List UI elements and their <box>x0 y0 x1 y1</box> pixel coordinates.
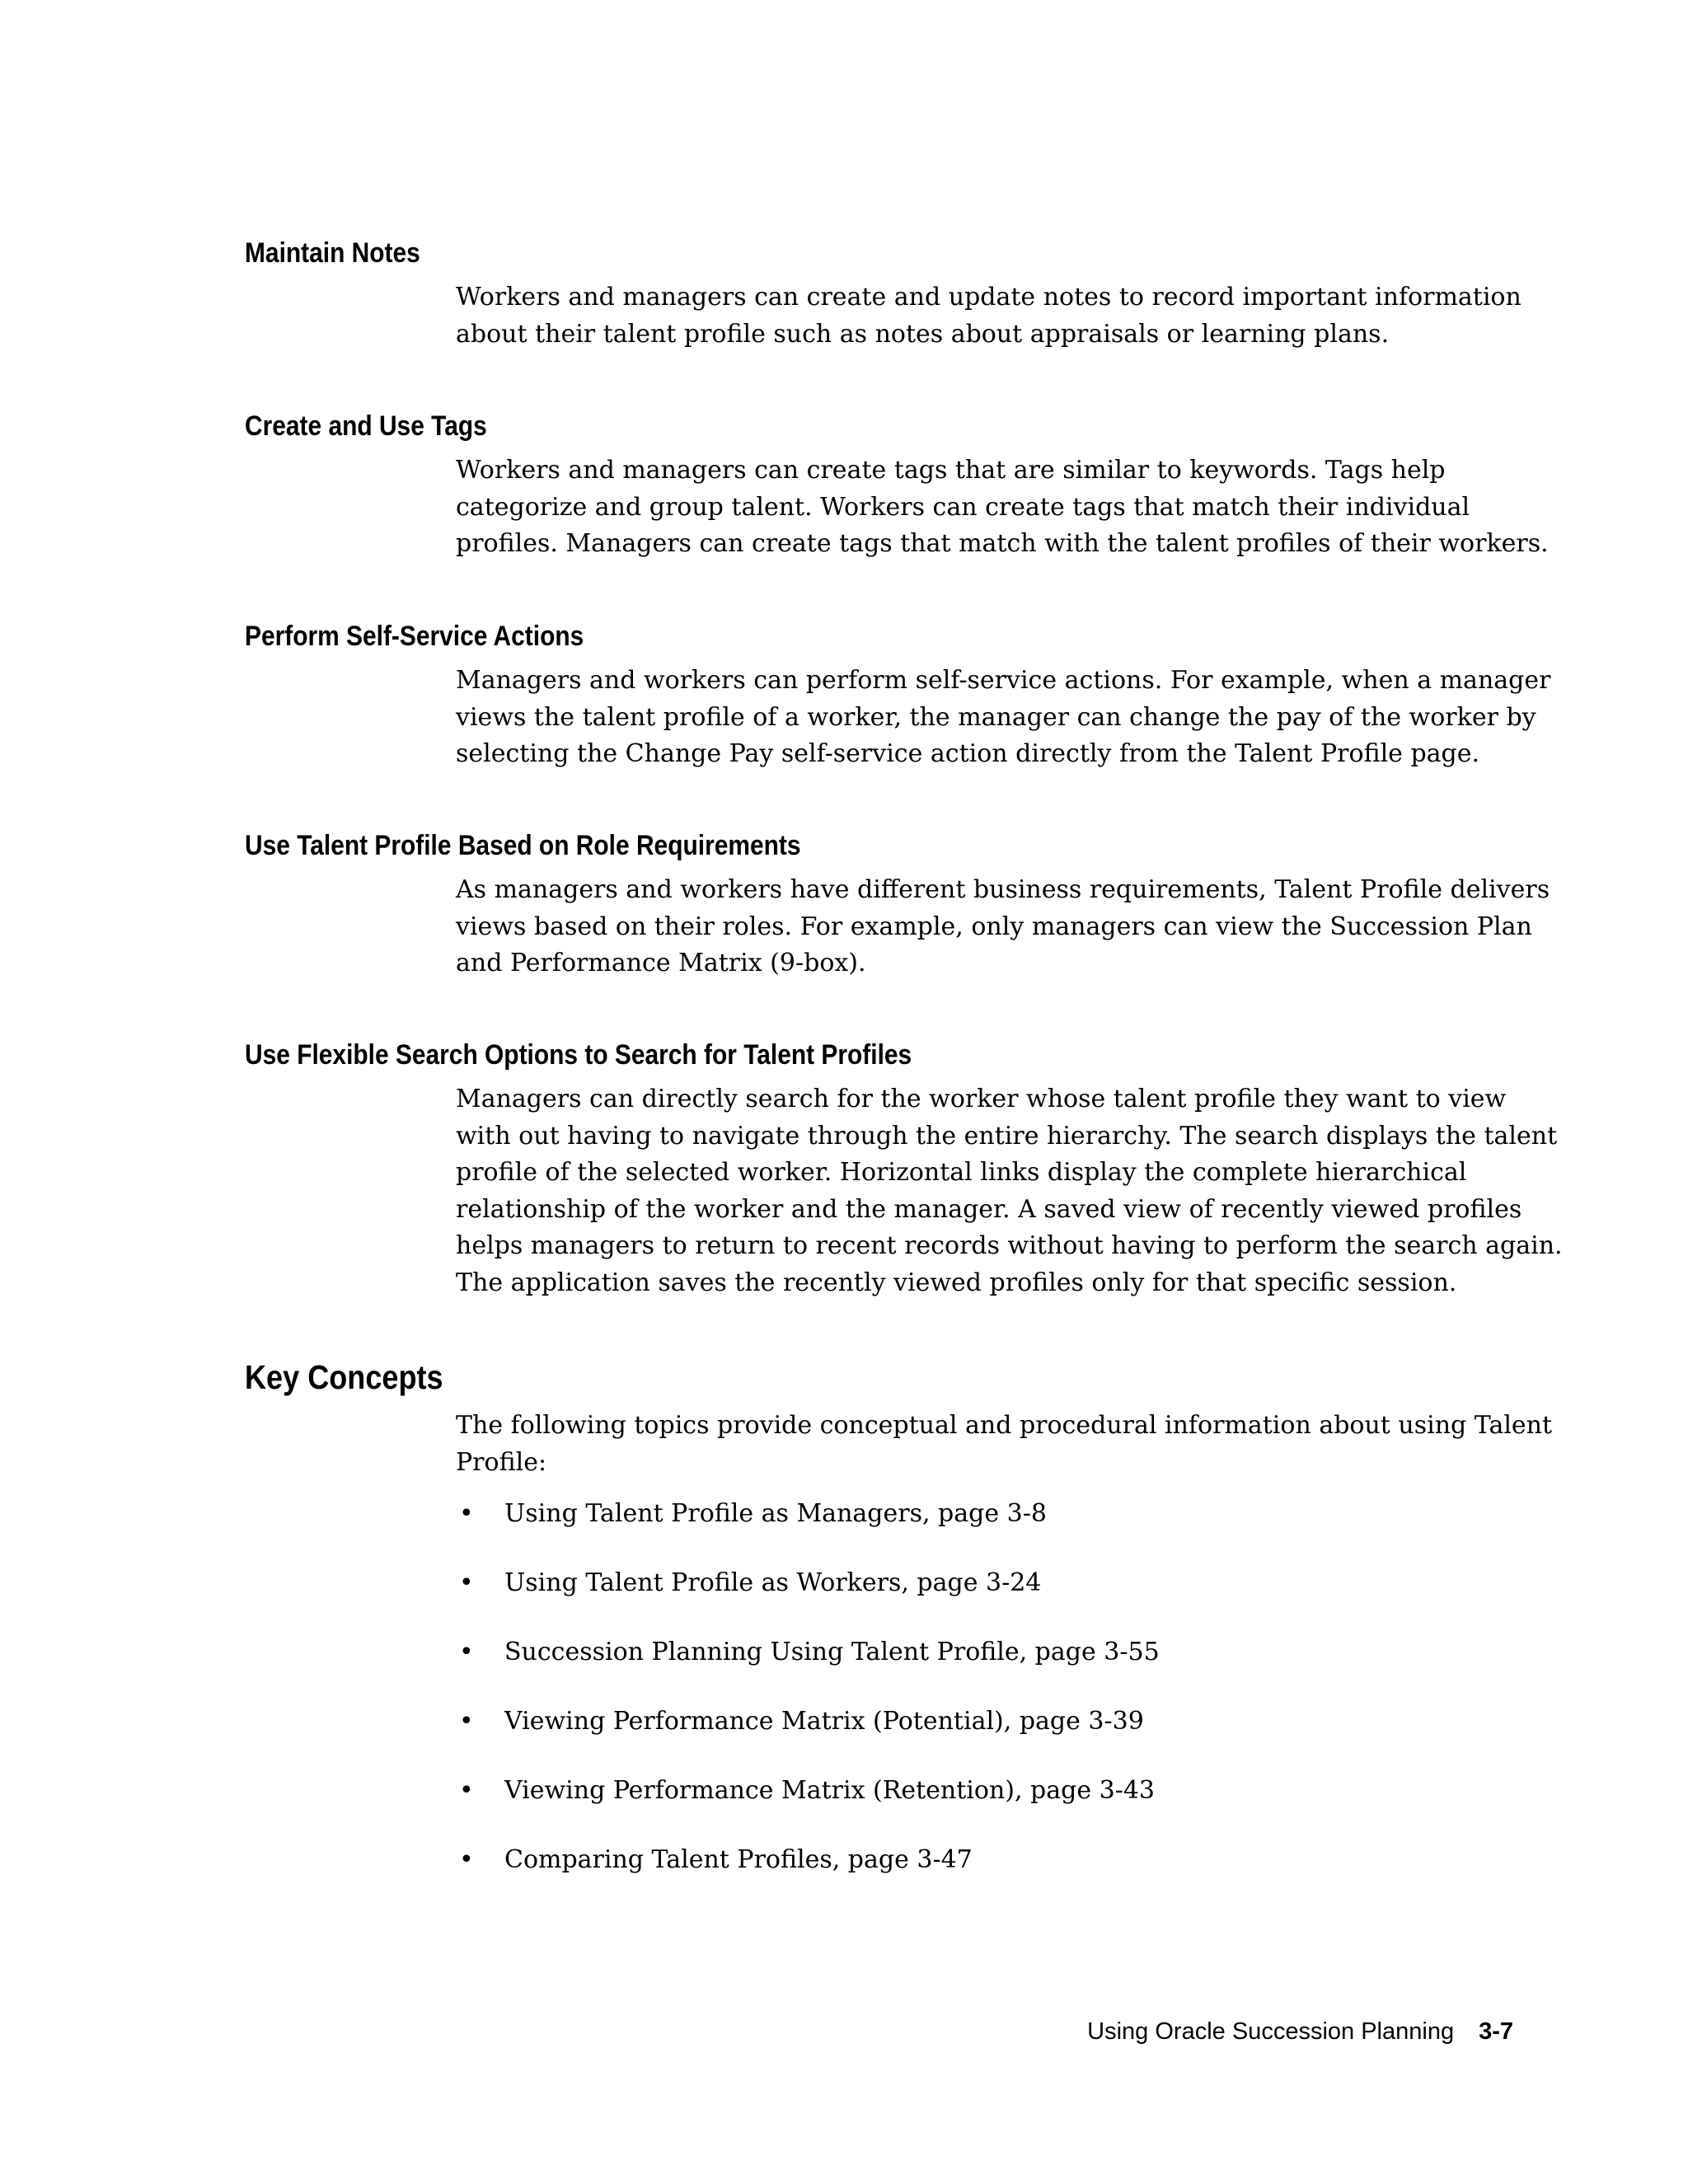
text-line: views the talent profile of a worker, the manager can change the pay of the worker by <box>456 702 1536 732</box>
paragraph-perform-self-service-actions <box>456 663 1551 773</box>
text-line: Workers and managers can create and update notes to record important information <box>456 283 1522 312</box>
list-item-text: Viewing Performance Matrix (Potential), page 3-39 <box>504 1707 1144 1736</box>
bullet-icon: • <box>459 1776 474 1805</box>
list-item-text: Using Talent Profile as Workers, page 3-24 <box>504 1568 1042 1597</box>
text-line: profile of the selected worker. Horizontal links display the complete hierarchical <box>456 1158 1467 1187</box>
paragraph-create-and-use-tags <box>456 452 1549 563</box>
bullet-icon: • <box>459 1707 474 1736</box>
text-line: about their talent profile such as notes about appraisals or learning plans. <box>456 319 1390 349</box>
list-item-text: Comparing Talent Profiles, page 3-47 <box>504 1845 973 1874</box>
text-line: The application saves the recently viewed profiles only for that specific session. <box>456 1268 1457 1297</box>
paragraph-key-concepts-intro <box>456 1408 1553 1481</box>
footer-title: Using Oracle Succession Planning <box>1087 2018 1455 2045</box>
heading-role-requirements: Use Talent Profile Based on Role Requirements <box>245 830 801 861</box>
heading-create-and-use-tags: Create and Use Tags <box>245 410 487 442</box>
text-line: categorize and group talent. Workers can create tags that match their individual <box>456 492 1470 522</box>
bullet-icon: • <box>459 1638 474 1666</box>
text-line: Profile: <box>456 1447 547 1477</box>
heading-flexible-search: Use Flexible Search Options to Search for Talent Profiles <box>245 1039 912 1071</box>
bullet-icon: • <box>459 1499 474 1528</box>
paragraph-flexible-search <box>456 1081 1563 1301</box>
paragraph-maintain-notes <box>456 279 1522 353</box>
text-line: profiles. Managers can create tags that match with the talent profiles of their workers. <box>456 529 1549 558</box>
paragraph-role-requirements <box>456 872 1550 982</box>
text-line: relationship of the worker and the manager. A saved view of recently viewed profiles <box>456 1194 1522 1224</box>
text-line: Managers can directly search for the worker whose talent profile they want to view <box>456 1085 1507 1113</box>
bullet-icon: • <box>459 1845 474 1874</box>
heading-maintain-notes: Maintain Notes <box>245 237 420 269</box>
text-line: The following topics provide conceptual and procedural information about using Talent <box>456 1411 1553 1440</box>
text-line: As managers and workers have different business requirements, Talent Profile delivers <box>456 875 1550 904</box>
page-footer <box>1087 2017 1513 2046</box>
text-line: views based on their roles. For example, only managers can view the Succession Plan <box>456 912 1532 941</box>
text-line: selecting the Change Pay self-service action directly from the Talent Profile page. <box>456 739 1480 768</box>
list-item-text: Succession Planning Using Talent Profile, page 3-55 <box>504 1638 1160 1666</box>
text-line: helps managers to return to recent records without having to perform the search again. <box>456 1231 1563 1260</box>
page-number: 3-7 <box>1479 2018 1513 2045</box>
text-line: with out having to navigate through the entire hierarchy. The search displays the talent <box>456 1121 1558 1151</box>
heading-key-concepts: Key Concepts <box>245 1358 443 1396</box>
text-line: Workers and managers can create tags that are similar to keywords. Tags help <box>456 456 1446 485</box>
bullet-icon: • <box>459 1568 474 1597</box>
text-line: Managers and workers can perform self-service actions. For example, when a manager <box>456 666 1551 695</box>
list-item-text: Viewing Performance Matrix (Retention), page 3-43 <box>504 1776 1156 1805</box>
list-item-text: Using Talent Profile as Managers, page 3-8 <box>504 1499 1047 1528</box>
heading-perform-self-service-actions: Perform Self-Service Actions <box>245 621 584 652</box>
text-line: and Performance Matrix (9-box). <box>456 949 866 977</box>
